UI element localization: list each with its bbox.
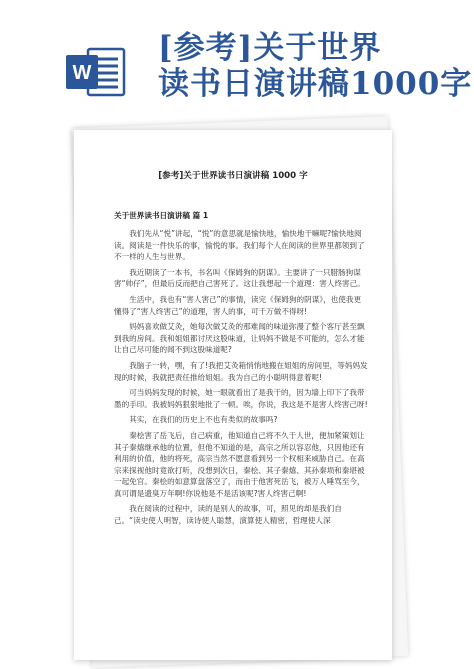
paragraph: 我近期读了一本书，书名叫《保姆狗的阴谋》。主要讲了一只腊肠狗谋害“帅仔”，但最后反而把自己害死了。这让我想起一个道理：害人终害己。 [114, 267, 365, 289]
document-title: [参考]关于世界读书日演讲稿 1000 字 [158, 171, 308, 181]
paragraph: 可当妈妈发现的时候，她一眼就看出了是我干的，因为墙上印下了我带墨的手印。我被妈妈狠狠地批了一顿。唉，你说，我这是不是害人终害己呀! [114, 388, 368, 409]
banner-title-line1: [参考]关于世界 [158, 30, 382, 66]
word-document-icon [66, 45, 126, 99]
paragraph: 我在阅读的过程中，读的是别人的故事，可，照见的却是我们自己。“读史使人明智，读诗使人聪慧，演算使人精密，哲理使人深 [114, 504, 342, 526]
paragraph: 妈妈喜欢做艾灸，她每次做艾灸的那难闻的味道弥漫了整个客厅甚至飘到我的房间。我和姐姐都讨厌这股味道，让妈妈不做是不可能的，怎么才能让自己尽可能的闻不到这股味道呢? [114, 322, 365, 355]
document-page [74, 130, 392, 660]
banner-title [158, 30, 473, 102]
paragraph: 生活中，我也有“害人害己”的事情，读完《保姆狗的阴谋》，也使我更懂得了“害人终害己”的道理，害人的事，可千万做不得呀! [114, 294, 362, 316]
paragraph: 我们先从“悦”讲起，“悦”的意思就是愉快地，愉快地干嘛呢?愉快地阅读。阅读是一件快乐的事，愉悦的事。我们每个人在阅读的世界里都领到了不一样的人生与世界。 [114, 229, 365, 262]
banner-title-line2: 读书日演讲稿1000字 [158, 66, 473, 102]
paragraph: 其实，在我们的历史上不也有类似的故事吗? [129, 415, 278, 425]
section-heading: 关于世界读书日演讲稿 篇 1 [114, 211, 209, 220]
paragraph: 我脑子一转，嘿，有了!我把艾灸箱悄悄地搬在姐姐的房间里，等妈妈发现的时候，我就把责任推给姐姐。我为自己的小聪明得意着呢! [114, 360, 368, 382]
word-icon-letter: W [72, 62, 92, 84]
document-preview [0, 108, 474, 669]
paragraph: 秦桧害了岳飞后，自己病重，他知道自己将不久于人世，便加紧策划让其子秦熺继承他的位置，但他不知道的是，高宗之所以容忍他，只因他还有利用的价值，他的将死，高宗当然不愿意看到另一个权相来威胁自己。在高宗来探视他时竟欲打听，没想到次日，秦桧、其子秦熺、其孙秦埙和秦堪被一起免官。秦桧的如意算盘落空了，而由于他害死岳飞，被万人唾骂至今，真可谓是遗臭万年啊!你说他是不是活该呢?害人终害己啊! [114, 430, 365, 498]
document-body [114, 228, 368, 531]
